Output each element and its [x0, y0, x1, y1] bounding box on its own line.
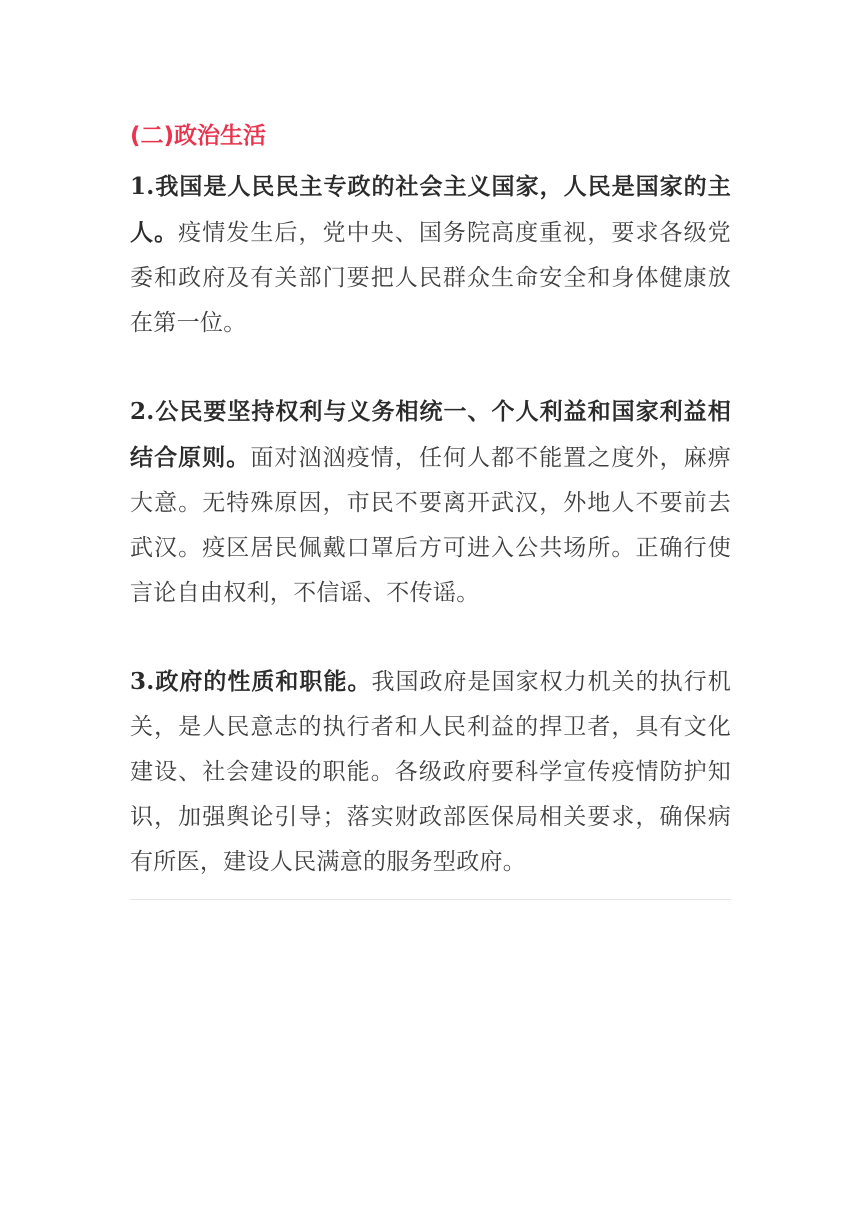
paragraph-lead-3: 3.政府的性质和职能。 — [130, 668, 372, 695]
article-content — [130, 116, 731, 900]
paragraph-item-2 — [130, 389, 731, 616]
paragraph-body-1: 疫情发生后，党中央、国务院高度重视，要求各级党委和政府及有关部门要把人民群众生命安全和身体健康放在第一位。 — [130, 220, 731, 336]
section-divider — [130, 899, 731, 900]
paragraph-lead-2: 2.公民要坚持权利与义务相统一、个人利益和国家利益相结合原则。 — [130, 398, 731, 471]
paragraph-item-3 — [130, 659, 731, 885]
section-heading: (二)政治生活 — [130, 123, 267, 149]
paragraph-body-3: 我国政府是国家权力机关的执行机关，是人民意志的执行者和人民利益的捍卫者，具有文化建设、社会建设的职能。各级政府要科学宣传疫情防护知识，加强舆论引导；落实财政部医保局相关要求，确保病有所医，建设人民满意的服务型政府。 — [130, 669, 732, 875]
paragraph-body-2: 面对汹汹疫情，任何人都不能置之度外，麻痹大意。无特殊原因，市民不要离开武汉，外地人不要前去武汉。疫区居民佩戴口罩后方可进入公共场所。正确行使言论自由权利，不信谣、不传谣。 — [130, 445, 732, 606]
paragraph-item-1 — [130, 164, 731, 346]
paragraph-lead-1: 1.我国是人民民主专政的社会主义国家，人民是国家的主人。 — [130, 173, 731, 246]
